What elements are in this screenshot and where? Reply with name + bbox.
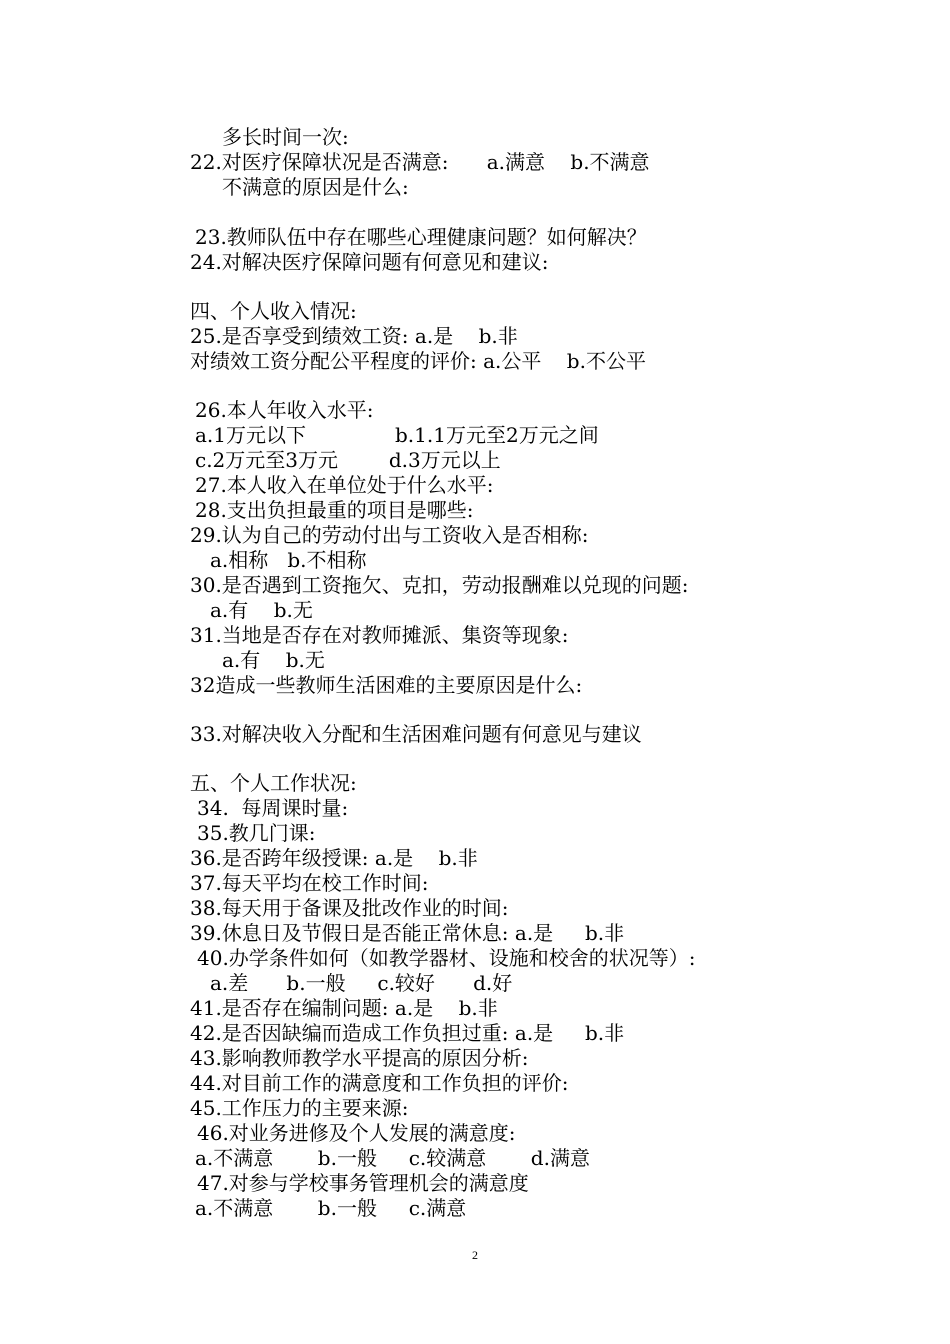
page-number: 2 [472, 1248, 478, 1262]
q30-options: a.有 b.无 [210, 598, 313, 622]
q32: 32造成一些教师生活困难的主要原因是什么: [190, 673, 583, 697]
q38: 38.每天用于备课及批改作业的时间: [190, 896, 509, 920]
q41: 41.是否存在编制问题: a.是 b.非 [190, 996, 498, 1020]
q39: 39.休息日及节假日是否能正常休息: a.是 b.非 [190, 921, 625, 945]
q47: 47.对参与学校事务管理机会的满意度 [197, 1171, 529, 1195]
q47-options: a.不满意 b.一般 c.满意 [195, 1196, 467, 1220]
q29-options: a.相称 b.不相称 [210, 548, 367, 572]
q40-options: a.差 b.一般 c.较好 d.好 [210, 971, 513, 995]
q25: 25.是否享受到绩效工资: a.是 b.非 [190, 324, 518, 348]
q42: 42.是否因缺编而造成工作负担过重: a.是 b.非 [190, 1021, 625, 1045]
q26-options-ab: a.1万元以下 b.1.1万元至2万元之间 [195, 423, 599, 447]
q24: 24.对解决医疗保障问题有何意见和建议: [190, 250, 549, 274]
q34: 34. 每周课时量: [197, 796, 349, 820]
q21-continuation: 多长时间一次: [222, 125, 349, 149]
q23: 23.教师队伍中存在哪些心理健康问题？如何解决？ [195, 225, 647, 249]
q40: 40.办学条件如何（如教学器材、设施和校舍的状况等）: [197, 946, 696, 970]
q31-options: a.有 b.无 [222, 648, 325, 672]
q26: 26.本人年收入水平: [195, 398, 374, 422]
q27: 27.本人收入在单位处于什么水平: [195, 473, 494, 497]
q25-followup: 对绩效工资分配公平程度的评价: a.公平 b.不公平 [190, 349, 646, 373]
q37: 37.每天平均在校工作时间: [190, 871, 429, 895]
q44: 44.对目前工作的满意度和工作负担的评价: [190, 1071, 569, 1095]
section-4-heading: 四、个人收入情况: [190, 299, 357, 323]
q31: 31.当地是否存在对教师摊派、集资等现象: [190, 623, 569, 647]
q28: 28.支出负担最重的项目是哪些: [195, 498, 474, 522]
section-5-heading: 五、个人工作状况: [190, 771, 357, 795]
q46-options: a.不满意 b.一般 c.较满意 d.满意 [195, 1146, 590, 1170]
q45: 45.工作压力的主要来源: [190, 1096, 409, 1120]
q26-options-cd: c.2万元至3万元 d.3万元以上 [195, 448, 501, 472]
q46: 46.对业务进修及个人发展的满意度: [197, 1121, 516, 1145]
q22: 22.对医疗保障状况是否满意: a.满意 b.不满意 [190, 150, 650, 174]
q36: 36.是否跨年级授课: a.是 b.非 [190, 846, 478, 870]
q33: 33.对解决收入分配和生活困难问题有何意见与建议 [190, 722, 642, 746]
q35: 35.教几门课: [197, 821, 316, 845]
q22-followup: 不满意的原因是什么: [222, 175, 409, 199]
q30: 30.是否遇到工资拖欠、克扣，劳动报酬难以兑现的问题: [190, 573, 689, 597]
q43: 43.影响教师教学水平提高的原因分析: [190, 1046, 529, 1070]
q29: 29.认为自己的劳动付出与工资收入是否相称: [190, 523, 589, 547]
